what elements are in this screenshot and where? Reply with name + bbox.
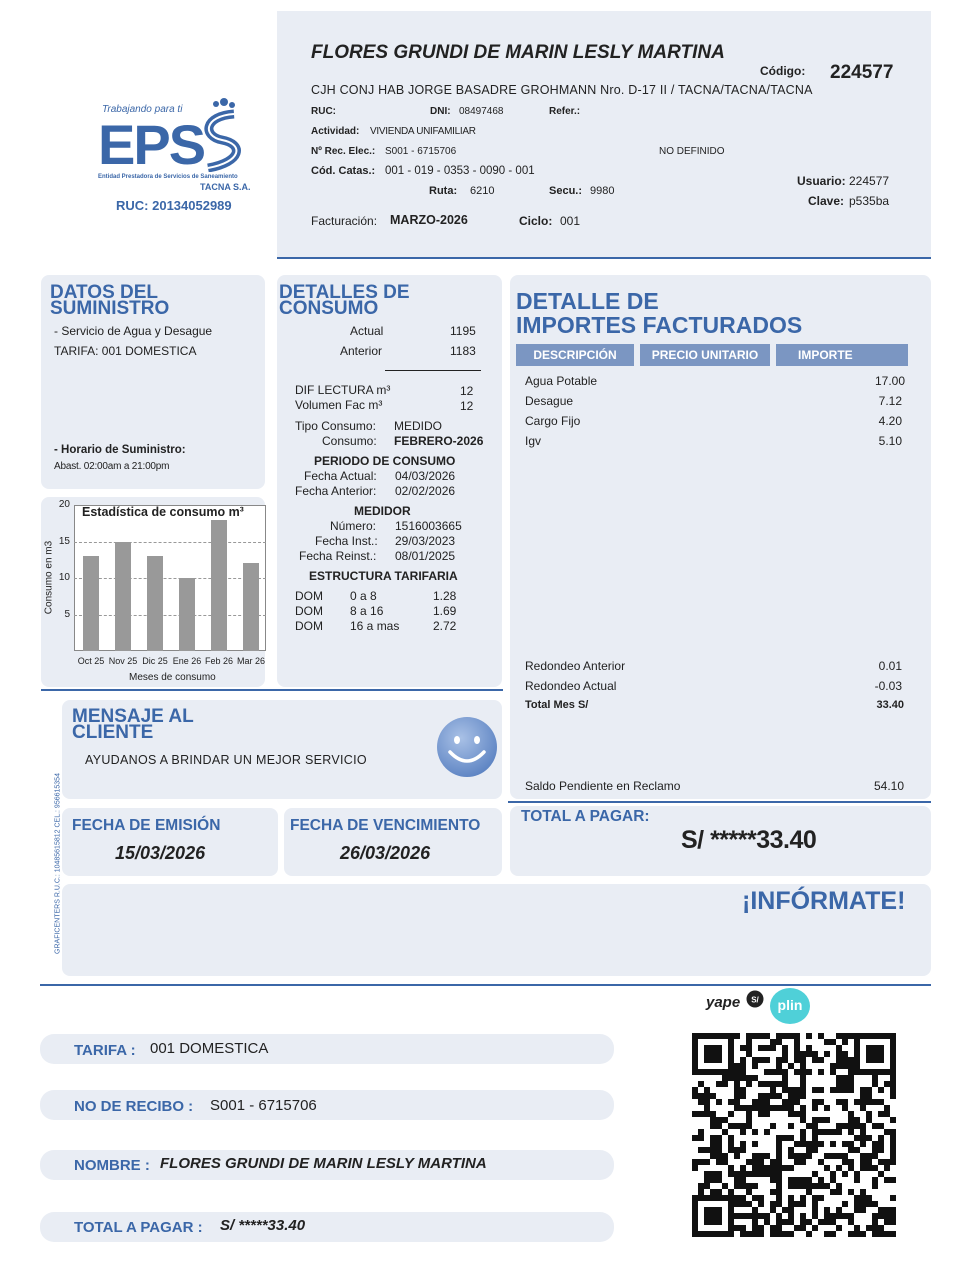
supply-title-1: DATOS DEL xyxy=(50,282,159,303)
ruta-value: 6210 xyxy=(470,185,495,197)
chart-gridline xyxy=(74,615,266,616)
stub-name-value: FLORES GRUNDI DE MARIN LESLY MARTINA xyxy=(160,1155,487,1172)
ruc-label: RUC: xyxy=(311,106,336,117)
date-previous-value: 02/02/2026 xyxy=(395,484,456,498)
meter-number-label: Número: xyxy=(330,519,377,533)
type-value: MEDIDO xyxy=(394,419,442,433)
catas-value: 001 - 019 - 0353 - 0090 - 001 xyxy=(385,165,535,177)
diff-value: 12 xyxy=(460,384,474,398)
user-label: Usuario: xyxy=(797,174,846,188)
logo xyxy=(94,96,264,216)
item-desc: Agua Potable xyxy=(525,374,598,388)
meter-inst-label: Fecha Inst.: xyxy=(315,534,378,548)
col-amount: IMPORTE xyxy=(776,344,908,366)
meter-reinst-label: Fecha Reinst.: xyxy=(299,549,377,563)
stub-name-label: NOMBRE : xyxy=(74,1157,150,1174)
secu-label: Secu.: xyxy=(549,185,583,197)
actual-label: Actual xyxy=(350,324,384,338)
header-divider xyxy=(277,257,931,259)
plin-logo xyxy=(770,988,810,1024)
billing-divider xyxy=(508,801,931,803)
diff-label: DIF LECTURA m³ xyxy=(295,383,391,397)
item-amount: 17.00 xyxy=(874,374,905,388)
tariff-range: 16 a mas xyxy=(350,619,400,633)
chart-bar xyxy=(243,563,259,651)
pending-value: 54.10 xyxy=(873,779,904,793)
issue-date-label: FECHA DE EMISIÓN xyxy=(72,817,221,834)
chart-gridline xyxy=(74,578,266,579)
logo-subtitle: Entidad Prestadora de Servicios de Saneamiento xyxy=(98,174,238,180)
meter-title: MEDIDOR xyxy=(354,504,411,518)
volume-value: 12 xyxy=(460,399,474,413)
stub-total-label: TOTAL A PAGAR : xyxy=(74,1219,203,1236)
billing-title-2: IMPORTES FACTURADOS xyxy=(516,312,803,338)
chart-xtick-label: Nov 25 xyxy=(108,656,138,666)
total-value: S/ *****33.40 xyxy=(681,826,817,854)
billing-title-1: DETALLE DE xyxy=(516,288,659,314)
period-title: PERIODO DE CONSUMO xyxy=(314,454,456,468)
supply-tariff: TARIFA: 001 DOMESTICA xyxy=(54,344,197,358)
activity-value: VIVIENDA UNIFAMILIAR xyxy=(370,126,476,137)
stub-receipt-value: S001 - 6715706 xyxy=(210,1097,317,1114)
date-actual-label: Fecha Actual: xyxy=(304,469,377,483)
round-actual-value: -0.03 xyxy=(874,679,902,693)
tariff-range: 8 a 16 xyxy=(350,604,384,618)
chart-bar xyxy=(115,542,131,652)
chart-xtick-label: Dic 25 xyxy=(142,656,168,666)
tariff-cat: DOM xyxy=(295,604,323,618)
tariff-cat: DOM xyxy=(295,589,323,603)
meter-reinst-value: 08/01/2025 xyxy=(395,549,456,563)
chart-ytick-label: 20 xyxy=(58,499,70,510)
type-label: Tipo Consumo: xyxy=(295,419,376,433)
chart-xlabel: Meses de consumo xyxy=(129,672,216,683)
chart-bar xyxy=(147,556,163,651)
date-actual-value: 04/03/2026 xyxy=(395,469,456,483)
rec-label: Nº Rec. Elec.: xyxy=(311,146,376,157)
plin-text: plin xyxy=(777,997,803,1013)
chart-gridline xyxy=(74,542,266,543)
col-description: DESCRIPCIÓN xyxy=(516,344,634,366)
tariff-price: 1.69 xyxy=(433,604,457,618)
pending-label: Saldo Pendiente en Reclamo xyxy=(525,779,681,793)
due-date-value: 26/03/2026 xyxy=(340,843,431,863)
logo-city: TACNA S.A. xyxy=(200,182,251,192)
qr-code xyxy=(692,1033,896,1237)
round-actual-label: Redondeo Actual xyxy=(525,679,617,693)
item-desc: Desague xyxy=(525,394,574,408)
rec-value: S001 - 6715706 xyxy=(385,146,457,157)
printer-note: GRAFICENTERS R.U.C.: 10485615812 CEL.: 956615354 xyxy=(54,773,62,954)
message-title-1: MENSAJE AL xyxy=(72,706,194,727)
round-prev-label: Redondeo Anterior xyxy=(525,659,626,673)
total-month-value: 33.40 xyxy=(876,699,904,711)
date-previous-label: Fecha Anterior: xyxy=(295,484,377,498)
month-value: FEBRERO-2026 xyxy=(394,434,484,448)
previous-label: Anterior xyxy=(340,344,383,358)
volume-label: Volumen Fac m³ xyxy=(295,398,383,412)
stub-receipt-label: NO DE RECIBO : xyxy=(74,1098,194,1115)
supply-title-2: SUMINISTRO xyxy=(50,298,170,319)
cycle-value: 001 xyxy=(560,214,581,228)
item-desc: Igv xyxy=(525,434,542,448)
smiley-icon xyxy=(436,716,498,778)
stub-total-value: S/ *****33.40 xyxy=(220,1217,306,1234)
code-label: Código: xyxy=(760,64,806,78)
schedule-label: - Horario de Suministro: xyxy=(54,444,186,456)
yape-logo xyxy=(706,990,764,1018)
subtraction-line xyxy=(385,370,481,371)
chart-bar xyxy=(83,556,99,651)
activity-label: Actividad: xyxy=(311,126,360,137)
stub-tariff-label: TARIFA : xyxy=(74,1042,136,1059)
chart-ylabel: Consumo en m3 xyxy=(43,540,55,615)
key-value: p535ba xyxy=(849,194,890,208)
billing-value: MARZO-2026 xyxy=(390,213,468,227)
key-label: Clave: xyxy=(808,194,845,208)
item-amount: 5.10 xyxy=(878,434,902,448)
chart-xtick-label: Oct 25 xyxy=(77,656,105,666)
total-label: TOTAL A PAGAR: xyxy=(521,808,650,825)
tariff-price: 1.28 xyxy=(433,589,457,603)
cycle-label: Ciclo: xyxy=(519,214,553,228)
user-value: 224577 xyxy=(849,174,890,188)
chart-bar xyxy=(211,520,227,651)
actual-value: 1195 xyxy=(450,324,476,338)
code-value: 224577 xyxy=(830,62,894,83)
due-date-label: FECHA DE VENCIMIENTO xyxy=(290,817,481,834)
secu-value: 9980 xyxy=(590,185,615,197)
undefined-value: NO DEFINIDO xyxy=(659,146,725,157)
total-month-label: Total Mes S/ xyxy=(525,699,589,711)
stub-tariff-value: 001 DOMESTICA xyxy=(150,1040,269,1057)
month-label: Consumo: xyxy=(322,434,377,448)
chart-ytick-label: 10 xyxy=(58,572,70,583)
issue-date-value: 15/03/2026 xyxy=(115,843,206,863)
chart-xtick-label: Feb 26 xyxy=(204,656,234,666)
customer-name: FLORES GRUNDI DE MARIN LESLY MARTINA xyxy=(311,42,725,63)
previous-value: 1183 xyxy=(450,344,476,358)
meter-number-value: 1516003665 xyxy=(395,519,462,533)
yape-badge-icon xyxy=(746,990,764,1008)
message-text: AYUDANOS A BRINDAR UN MEJOR SERVICIO xyxy=(85,753,367,767)
chart-xtick-label: Mar 26 xyxy=(236,656,265,666)
info-title: ¡INFÓRMATE! xyxy=(742,887,906,915)
meter-inst-value: 29/03/2023 xyxy=(395,534,456,548)
refer-label: Refer.: xyxy=(549,106,581,117)
address: CJH CONJ HAB JORGE BASADRE GROHMANN Nro. D-17 II / TACNA/TACNA/TACNA xyxy=(311,83,813,97)
logo-name: EPS xyxy=(98,113,205,176)
ruta-label: Ruta: xyxy=(429,185,458,197)
left-divider xyxy=(41,689,503,691)
item-desc: Cargo Fijo xyxy=(525,414,581,428)
wave-icon xyxy=(194,96,256,172)
col-unit-price: PRECIO UNITARIO xyxy=(640,344,770,366)
round-prev-value: 0.01 xyxy=(878,659,902,673)
logo-tagline: Trabajando para ti xyxy=(102,104,183,115)
info-divider xyxy=(40,984,931,986)
consumption-title-2: CONSUMO xyxy=(279,298,379,319)
schedule-value: Abast. 02:00am a 21:00pm xyxy=(54,461,170,472)
chart-xtick-label: Ene 26 xyxy=(172,656,202,666)
chart-bar xyxy=(179,578,195,651)
logo-ruc: RUC: 20134052989 xyxy=(116,198,232,213)
message-title-2: CLIENTE xyxy=(72,722,154,743)
structure-title: ESTRUCTURA TARIFARIA xyxy=(309,569,458,583)
catas-label: Cód. Catas.: xyxy=(311,165,376,177)
chart-ytick-label: 5 xyxy=(64,608,70,620)
supply-service: - Servicio de Agua y Desague xyxy=(54,324,213,338)
tariff-range: 0 a 8 xyxy=(350,589,377,603)
consumption-title-1: DETALLES DE xyxy=(279,282,410,303)
chart-title: Estadística de consumo m³ xyxy=(82,505,244,519)
item-amount: 4.20 xyxy=(878,414,902,428)
dni-label: DNI: xyxy=(430,106,451,117)
yape-text: yape xyxy=(706,994,741,1011)
dni-value: 08497468 xyxy=(459,106,504,117)
billing-label: Facturación: xyxy=(311,214,378,228)
svg-text:S/: S/ xyxy=(751,995,759,1005)
tariff-price: 2.72 xyxy=(433,619,457,633)
tariff-cat: DOM xyxy=(295,619,323,633)
item-amount: 7.12 xyxy=(878,394,902,408)
chart-ytick-label: 15 xyxy=(58,535,70,547)
